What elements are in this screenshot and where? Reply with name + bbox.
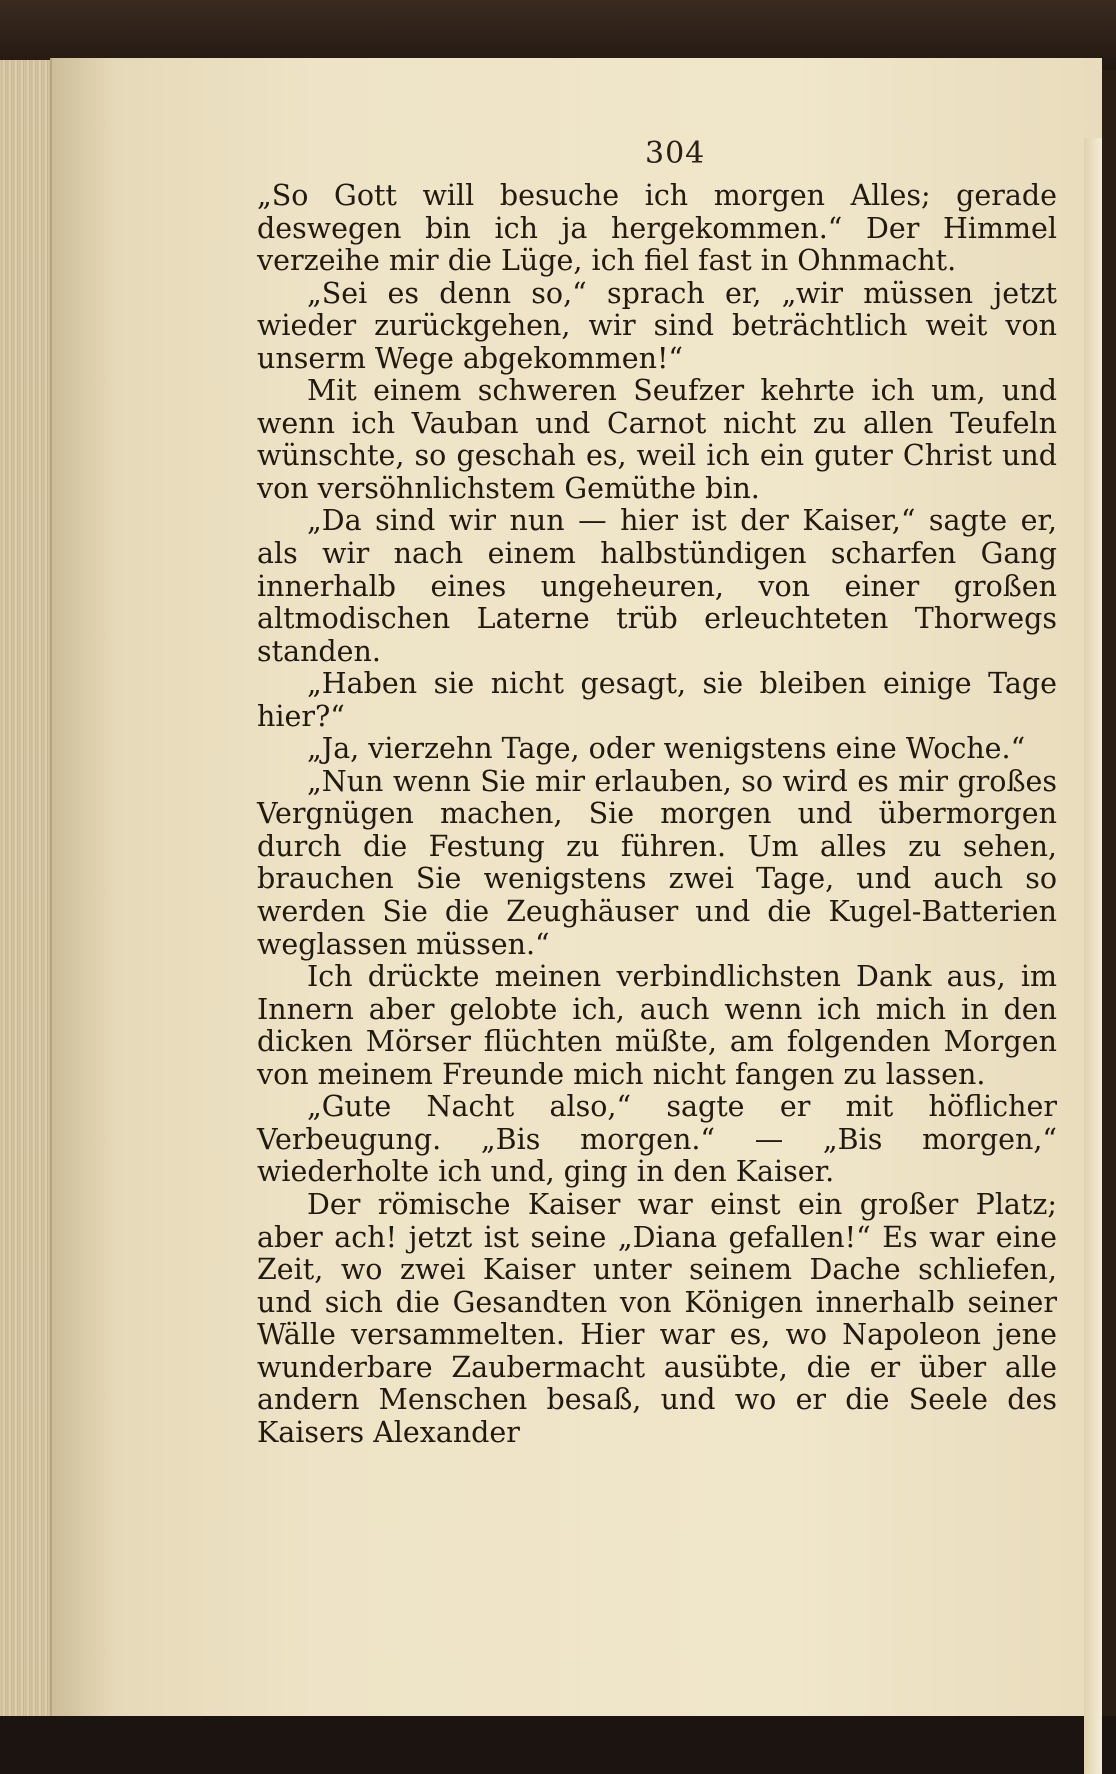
paragraph: Ich drückte meinen verbindlichsten Dank aus, im Innern aber gelobte ich, auch wenn ich mich in den dicken Mörser flüchten müßte, am folgenden Morgen von meinem Freunde mich nicht fangen zu lassen.	[257, 960, 1057, 1091]
page-edge	[1084, 138, 1102, 1774]
paragraph: „Haben sie nicht gesagt, sie bleiben einige Tage hier?“	[257, 667, 1057, 733]
page-text	[257, 180, 1057, 1449]
paragraph: „Nun wenn Sie mir erlauben, so wird es mir großes Vergnügen machen, Sie morgen und übermorgen durch die Festung zu führen. Um alles zu sehen, brauchen Sie wenigstens zwei Tage, und auch so werden Sie die Zeughäuser und die Kugel-Batterien weglassen müssen.“	[257, 764, 1057, 961]
paragraph: „Ja, vierzehn Tage, oder wenigstens eine Woche.“	[307, 732, 1026, 766]
paragraph: Mit einem schweren Seufzer kehrte ich um, und wenn ich Vauban und Carnot nicht zu allen Teufeln wünschte, so geschah es, weil ich ein guter Christ und von versöhnlichstem Gemüthe bin.	[257, 374, 1057, 505]
paragraph: Der römische Kaiser war einst ein großer Platz; aber ach! jetzt ist seine „Diana gefallen!“ Es war eine Zeit, wo zwei Kaiser unter seinem Dache schliefen, und sich die Gesandten von Königen innerhalb seiner Wälle versammelten. Hier war es, wo Napoleon jene wunderbare Zaubermacht ausübte, die er über alle andern Menschen besaß, und wo er die Seele des Kaisers Alexander	[257, 1187, 1057, 1449]
paragraph: „So Gott will besuche ich morgen Alles; gerade deswegen bin ich ja hergekommen.“ Der Himmel verzeihe mir die Lüge, ich fiel fast in Ohnmacht.	[257, 179, 1057, 278]
page-number: 304	[645, 136, 706, 171]
paragraph: „Sei es denn so,“ sprach er, „wir müssen jetzt wieder zurückgehen, wir sind beträchtlich weit von unserm Wege abgekommen!“	[257, 276, 1057, 375]
paragraph: „Da sind wir nun — hier ist der Kaiser,“ sagte er, als wir nach einem halbstündigen scharfen Gang innerhalb eines ungeheuren, von einer großen altmodischen Laterne trüb erleuchteten Thorwegs standen.	[257, 504, 1057, 668]
paragraph: „Gute Nacht also,“ sagte er mit höflicher Verbeugung. „Bis morgen.“ — „Bis morgen,“ wiederholte ich und, ging in den Kaiser.	[257, 1090, 1057, 1189]
